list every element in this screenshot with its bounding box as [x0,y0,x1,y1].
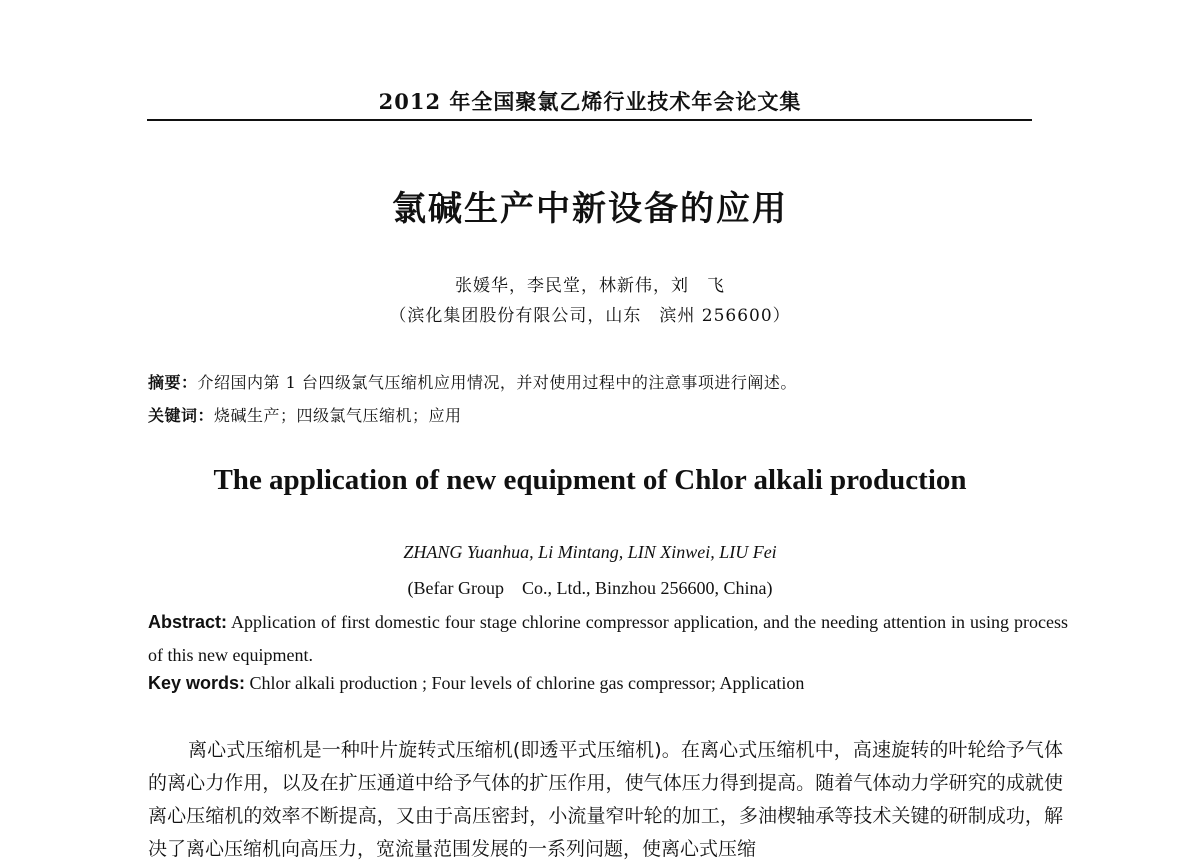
english-keywords-text: Chlor alkali production ; Four levels of chlorine gas compressor; Application [245,673,805,693]
chinese-affiliation: （滨化集团股份有限公司，山东 滨州 256600） [389,306,791,326]
english-abstract-label: Abstract: [148,612,228,632]
chinese-abstract-label: 摘要： [148,373,198,392]
english-title: The application of new equipment of Chlor alkali production [213,464,967,496]
chinese-keywords-label: 关键词： [148,406,215,425]
english-affiliation: (Befar Group Co., Ltd., Binzhou 256600, China) [407,578,773,598]
english-abstract-text: Application of first domestic four stage chlorine compressor application, and the needing attention in using process of this new equipment. [148,612,1068,665]
chinese-title: 氯碱生产中新设备的应用 [392,189,788,229]
body-paragraph: 离心式压缩机是一种叶片旋转式压缩机(即透平式压缩机)。在离心式压缩机中，高速旋转的叶轮给予气体的离心力作用，以及在扩压通道中给予气体的扩压作用，使气体压力得到提高。随着气体动力学研究的成就使离心压缩机的效率不断提高，又由于高压密封，小流量窄叶轮的加工，多油楔轴承等技术关键的研制成功，解决了离心压缩机向高压力，宽流量范围发展的一系列问题，使离心式压缩 [148,739,1063,860]
chinese-abstract [148,370,1048,393]
english-authors: ZHANG Yuanhua, Li Mintang, LIN Xinwei, LIU Fei [403,542,777,562]
chinese-keywords [148,403,1048,426]
chinese-abstract-text: 介绍国内第 1 台四级氯气压缩机应用情况，并对使用过程中的注意事项进行阐述。 [197,373,797,392]
running-header: 2012 年全国聚氯乙烯行业技术年会论文集 [378,89,802,114]
chinese-authors: 张媛华，李民堂，林新伟，刘 飞 [455,276,725,296]
header-rule [147,119,1032,121]
english-keywords-label: Key words: [148,673,246,693]
english-keywords [148,673,1068,694]
english-abstract [148,606,1068,672]
chinese-keywords-text: 烧碱生产；四级氯气压缩机；应用 [214,406,462,425]
